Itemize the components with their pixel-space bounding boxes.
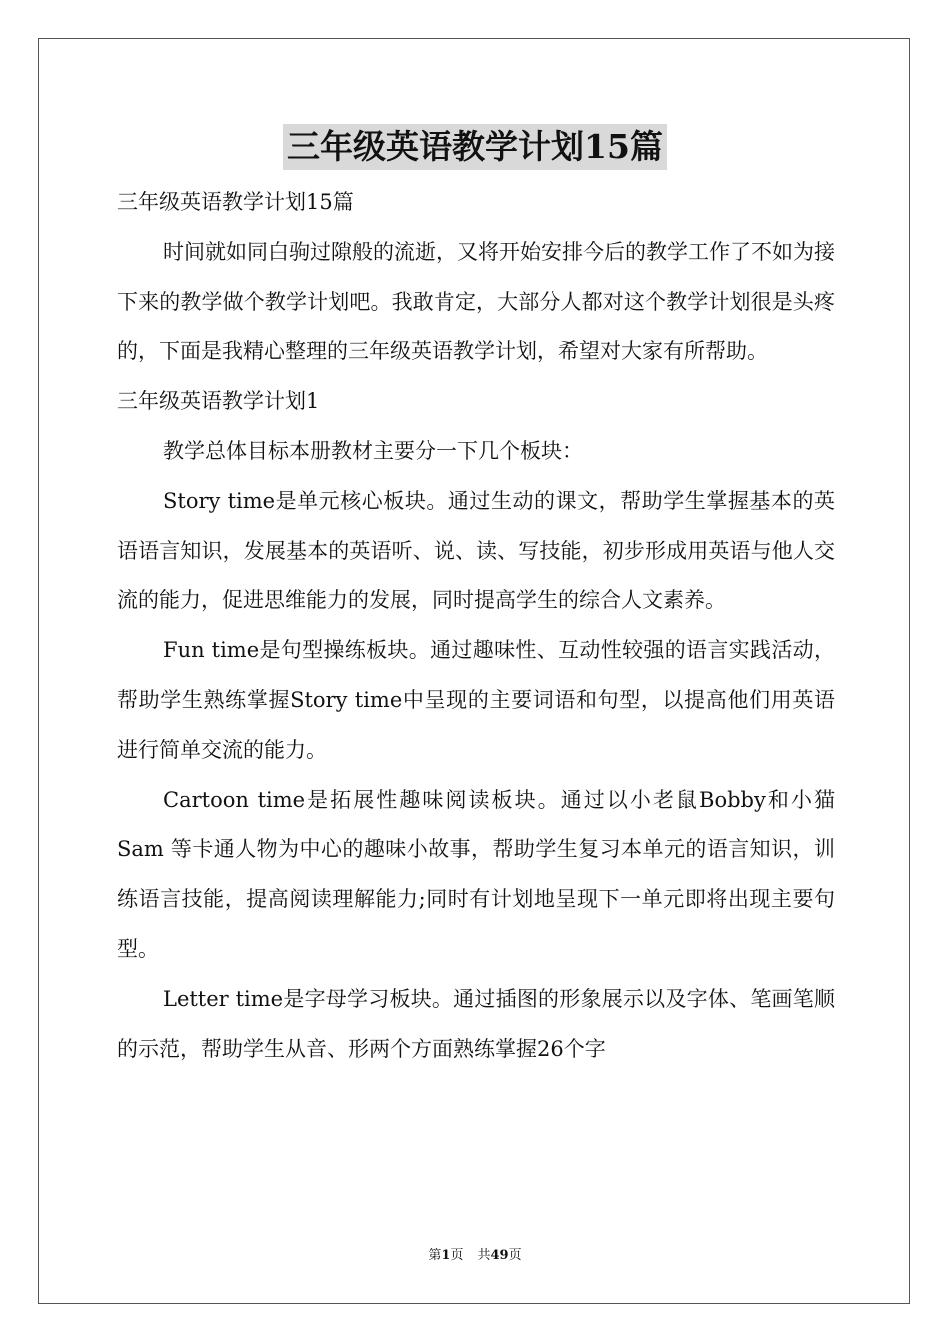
title-container (0, 124, 950, 170)
page-total: 49 (490, 1248, 509, 1263)
body-paragraph: Story time是单元核心板块。通过生动的课文，帮助学生掌握基本的英语语言知识，发展基本的英语听、说、读、写技能，初步形成用英语与他人交流的能力，促进思维能力的发展，同时提高学生的综合人文素养。 (117, 488, 835, 613)
body-paragraph: Cartoon time是拓展性趣味阅读板块。通过以小老鼠Bobby和小猫Sam 等卡通人物为中心的趣味小故事，帮助学生复习本单元的语言知识，训练语言技能，提高阅读理解能力;同时有计划地呈现下一单元即将出现主要句型。 (117, 787, 835, 961)
body-paragraph: 教学总体目标本册教材主要分一下几个板块： (163, 438, 583, 463)
intro-paragraph: 时间就如同白驹过隙般的流逝，又将开始安排今后的教学工作了不如为接下来的教学做个教学计划吧。我敢肯定，大部分人都对这个教学计划很是头疼的，下面是我精心整理的三年级英语教学计划，希望对大家有所帮助。 (117, 239, 835, 364)
page-footer (0, 1246, 950, 1266)
page-prefix: 第 (428, 1248, 442, 1263)
total-prefix: 共 (477, 1248, 491, 1263)
body-paragraph: Letter time是字母学习板块。通过插图的形象展示以及字体、笔画笔顺的示范，帮助学生从音、形两个方面熟练掌握26个字 (117, 986, 835, 1061)
section-heading: 三年级英语教学计划1 (117, 389, 320, 414)
document-title: 三年级英语教学计划15篇 (283, 124, 667, 170)
subtitle-paragraph: 三年级英语教学计划15篇 (117, 190, 354, 214)
document-body (117, 178, 835, 1074)
page-suffix: 页 (450, 1248, 464, 1263)
page-current: 1 (441, 1248, 451, 1263)
total-suffix: 页 (508, 1248, 522, 1263)
body-paragraph: Fun time是句型操练板块。通过趣味性、互动性较强的语言实践活动，帮助学生熟练掌握Story time中呈现的主要词语和句型，以提高他们用英语进行简单交流的能力。 (117, 638, 835, 762)
